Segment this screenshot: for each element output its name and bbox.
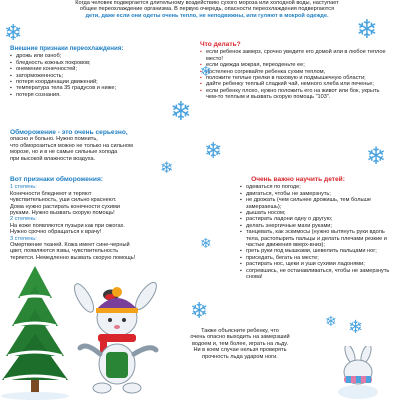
list-item: ▪ постелено согревайте ребенка сухим теплом, bbox=[200, 69, 392, 75]
hypothermia-signs-title: Внешние признаки переохлаждения: bbox=[10, 45, 124, 52]
frostbite-warning-line: при высокой влажности воздуха. bbox=[10, 155, 96, 162]
stage-text: Конечности бледнеют и теряют bbox=[10, 190, 92, 197]
stage-text: чувствительность, уши сильно краснеют. bbox=[10, 197, 117, 204]
ice-warning-line: водоем и, тем более, играть на льду. bbox=[191, 340, 289, 347]
list-item: ▪ дрожь или озноб; bbox=[10, 53, 200, 59]
snowflake-icon: ❄ bbox=[170, 96, 192, 126]
teach-children-section bbox=[200, 177, 396, 281]
snowflake-icon: ❄ bbox=[190, 298, 209, 323]
intro-line: Когда человек подвергается длительному воздействию сухого мороза или холодной воды, наступает bbox=[75, 0, 339, 6]
snowflake-icon: ❄ bbox=[200, 235, 212, 251]
frostbite-warning-title: Обморожение - это очень серьезно, bbox=[10, 129, 128, 136]
stage-1-label: 1 степень: bbox=[10, 184, 37, 191]
list-item: ▪ греть руки под мышками, шевелить пальцами ног; bbox=[240, 248, 396, 254]
ice-warning-line: прочность льда ударом ноги. bbox=[202, 353, 278, 360]
frostbite-warning-line: морозе, но и в не самые сильные холода bbox=[10, 149, 118, 156]
snowflake-icon: ❄ bbox=[325, 313, 337, 329]
list-item: ▪ делать энергичные махи руками; bbox=[240, 223, 396, 229]
ice-warning-line: очень опасно выходить на замерзший bbox=[190, 334, 290, 341]
stage-2-label: 2 степень: bbox=[10, 216, 37, 223]
list-item: ▪ растирать ладони одну о другую; bbox=[240, 216, 396, 222]
hypothermia-signs-section bbox=[10, 46, 200, 98]
list-item: ▪ заторможенность; bbox=[10, 73, 200, 79]
hypothermia-signs-list bbox=[10, 53, 200, 98]
stage-text: На коже появляются пузыри как при ожогах. bbox=[10, 222, 125, 229]
snowflake-icon: ❄ bbox=[160, 160, 174, 177]
snowflake-icon: ❄ bbox=[204, 138, 223, 163]
snowflake-icon: ❄ bbox=[4, 20, 23, 45]
list-item: ▪ если ребенку плохо, нужно положить его на живот или бок, укрыть чем-то теплым и вызвать скорую помощь "103". bbox=[200, 88, 392, 101]
frostbite-stages-title: Вот признаки обморожения: bbox=[10, 176, 103, 183]
list-item: ▪ дайте ребенку теплый сладкий чай, немного хлеба или печенье; bbox=[200, 81, 392, 87]
list-item: ▪ растирать нос, щеки и уши сухими ладонями; bbox=[240, 261, 396, 267]
ice-warning-text bbox=[160, 328, 320, 360]
bunny-illustration bbox=[62, 282, 172, 400]
snowflake-icon: ❄ bbox=[356, 14, 378, 44]
list-item: ▪ двигаться, чтобы не замерзнуть; bbox=[240, 191, 396, 197]
list-item: ▪ если ребенок замерз, срочно уведите его домой или в любое теплое место! bbox=[200, 49, 392, 62]
intro-line: общее переохлаждение организма. В первую очередь, опасности переохлаждения подвергаются bbox=[79, 6, 335, 13]
stage-text: Нужно срочно обращаться к врачу! bbox=[10, 229, 102, 236]
stage-text: теряется. Немедленно вызвать скорую помощь! bbox=[10, 254, 136, 261]
stage-3-label: 3 степень: bbox=[10, 235, 37, 242]
list-item: ▪ не дрожать (чем сильнее дрожишь, тем больше замерзаешь); bbox=[240, 197, 396, 210]
what-to-do-section bbox=[200, 42, 392, 101]
list-item: ▪ температура тела 35 градусов и ниже; bbox=[10, 85, 200, 91]
list-item: ▪ одеваться по погоде; bbox=[240, 184, 396, 190]
list-item: ▪ согревшись, не останавливаться, чтобы не замерзнуть снова! bbox=[240, 268, 396, 281]
small-bunny-illustration bbox=[330, 346, 392, 400]
snowflake-icon: ❄ bbox=[200, 63, 212, 79]
stage-text: Дома нужно растирать конечности сухими bbox=[10, 203, 121, 210]
frostbite-warning-line: опасно и больно. Нужно помнить, bbox=[10, 136, 98, 143]
intro-text bbox=[22, 0, 392, 19]
list-item: ▪ потеря сознания. bbox=[10, 92, 200, 98]
stage-text: цвет, появляются язвы, чувствительность bbox=[10, 248, 119, 255]
what-to-do-title: Что делать? bbox=[200, 41, 241, 48]
list-item: ▪ приседать, бегать на месте; bbox=[240, 255, 396, 261]
teach-children-list bbox=[200, 184, 396, 280]
list-item: ▪ танцевать, как эскимосы (нужно вытянуть руки вдоль тела, растопырить пальцы и делать плечами резкие и частые движения вверх-вниз); bbox=[240, 229, 396, 248]
ice-warning-line: Также объясните ребенку, что bbox=[201, 328, 279, 334]
frostbite-stages-section bbox=[10, 177, 195, 261]
teach-children-title: Очень важно научить детей: bbox=[251, 176, 345, 183]
list-item: ▪ дышать носом; bbox=[240, 210, 396, 216]
snowflake-icon: ❄ bbox=[366, 143, 387, 170]
list-item: ▪ если одежда мокрая, переоденьте ее; bbox=[200, 62, 392, 68]
stage-text: Омертвение тканей. Кожа имеет сине-черный bbox=[10, 242, 130, 249]
frostbite-warning-line: что обморозиться можно не только на сильном bbox=[10, 142, 133, 149]
list-item: ▪ потеря координации движений; bbox=[10, 79, 200, 85]
snowflake-icon: ❄ bbox=[348, 317, 364, 337]
what-to-do-list bbox=[200, 49, 392, 100]
list-item: ▪ бледность кожных покровов; bbox=[10, 60, 200, 66]
list-item: ▪ положите теплые грелки в паховую и подмышечную области; bbox=[200, 75, 392, 81]
ice-warning-line: Ни в коем случае нельзя проверять bbox=[193, 347, 287, 354]
intro-line-emphasis: дети, даже если они одеты очень тепло, не неподвижны, или гуляют в мокрой одежде. bbox=[85, 12, 329, 19]
stage-text: руками. Нужно вызвать скорую помощь! bbox=[10, 210, 115, 217]
winter-tree-illustration bbox=[0, 262, 70, 400]
list-item: ▪ онемение конечностей; bbox=[10, 66, 200, 72]
